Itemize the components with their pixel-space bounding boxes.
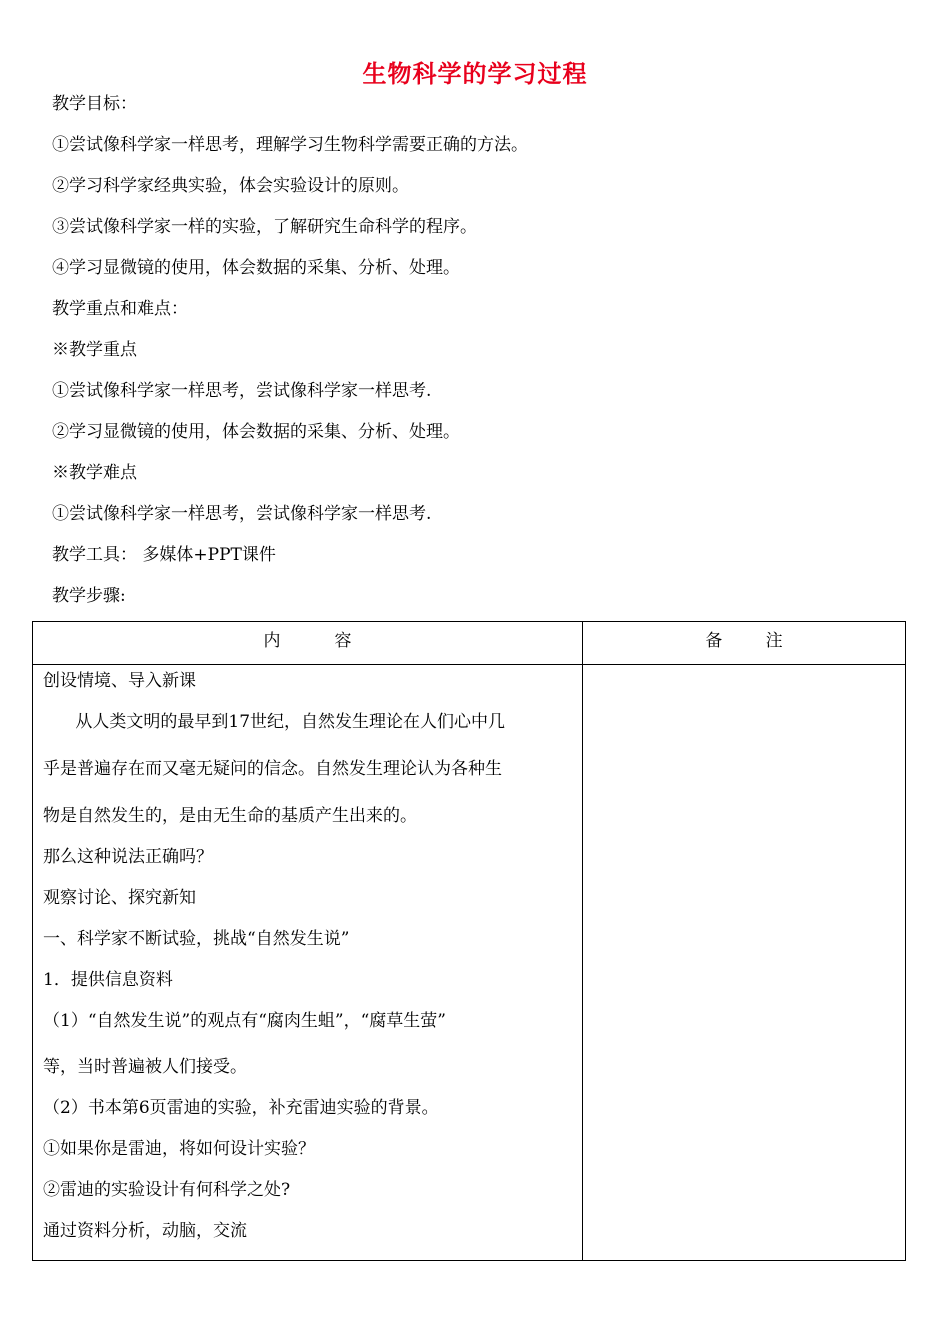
objective-item-1: ①尝试像科学家一样思考，理解学习生物科学需要正确的方法。 [52,135,528,155]
content-line-8: 1．提供信息资料 [43,970,173,990]
teaching-tools: 教学工具： 多媒体+PPT课件 [52,545,276,565]
content-line-4: 物是自然发生的，是由无生命的基质产生出来的。 [43,806,417,826]
content-line-9: （1）“自然发生说”的观点有“腐肉生蛆”，“腐草生萤” [43,1011,446,1031]
content-line-13: ②雷迪的实验设计有何科学之处? [43,1180,291,1200]
content-line-12: ①如果你是雷迪，将如何设计实验？ [43,1139,315,1159]
note-cell [583,665,906,1261]
content-line-10: 等，当时普遍被人们接受。 [43,1057,247,1077]
header-note-label: 备 注 [705,631,783,651]
key-points-heading: 教学重点和难点： [52,299,188,319]
key-item-1: ①尝试像科学家一样思考，尝试像科学家一样思考. [52,381,432,401]
objective-item-2: ②学习科学家经典实验，体会实验设计的原则。 [52,176,409,196]
content-cell [33,665,583,1261]
content-line-11: （2）书本第6页雷迪的实验，补充雷迪实验的背景。 [43,1098,439,1118]
key-heading: ※教学重点 [52,340,137,360]
objective-item-3: ③尝试像科学家一样的实验，了解研究生命科学的程序。 [52,217,477,237]
header-content-label: 内 容 [263,631,352,651]
steps-heading: 教学步骤: [52,586,126,606]
content-line-7: 一、科学家不断试验，挑战“自然发生说” [43,929,350,949]
objectives-heading: 教学目标： [52,94,137,114]
header-content [33,622,583,665]
difficult-heading: ※教学难点 [52,463,137,483]
content-line-1: 创设情境、导入新课 [43,671,196,691]
table-header-row [33,622,906,665]
key-item-2: ②学习显微镜的使用，体会数据的采集、分析、处理。 [52,422,460,442]
content-line-6: 观察讨论、探究新知 [43,888,196,908]
content-line-3: 乎是普遍存在而又毫无疑问的信念。自然发生理论认为各种生 [43,759,502,779]
objective-item-4: ④学习显微镜的使用，体会数据的采集、分析、处理。 [52,258,460,278]
table-row [33,665,906,1261]
difficult-item-1: ①尝试像科学家一样思考，尝试像科学家一样思考. [52,504,432,524]
document-title: 生物科学的学习过程 [362,59,588,88]
content-line-5: 那么这种说法正确吗？ [43,847,213,867]
header-note [583,622,906,665]
teaching-steps-table [32,621,906,1261]
content-line-2: 从人类文明的最早到17世纪，自然发生理论在人们心中几 [43,712,506,732]
content-line-14: 通过资料分析，动脑，交流 [43,1221,247,1241]
